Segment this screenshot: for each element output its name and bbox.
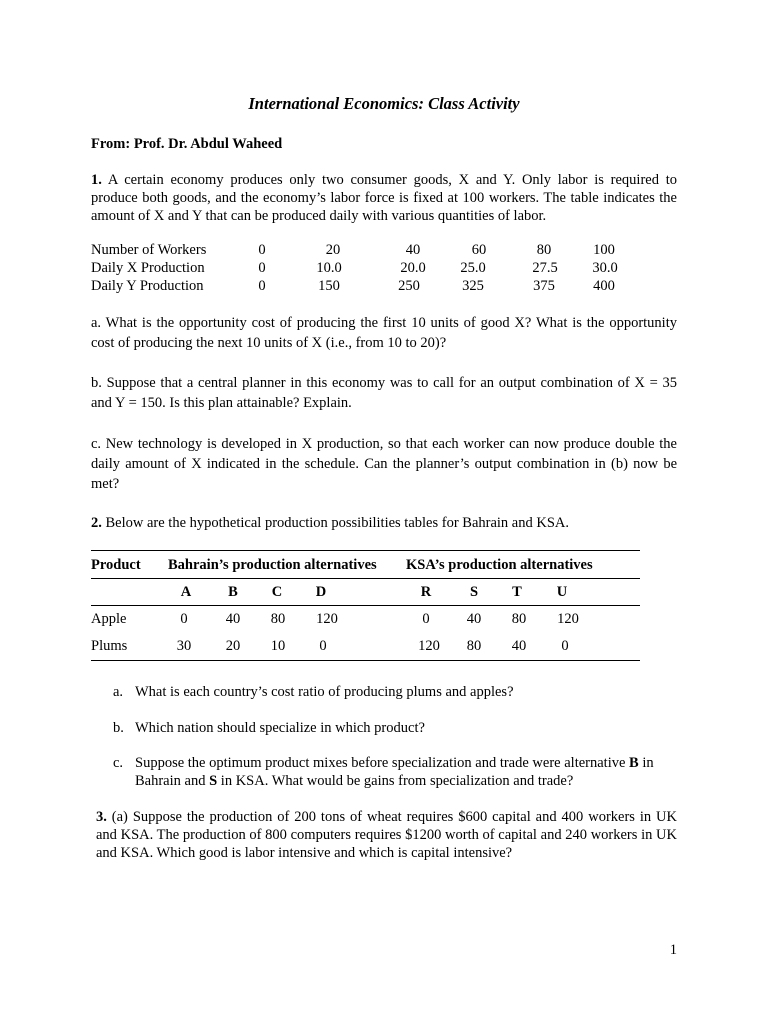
list-text-part: in Bahrain and <box>135 755 654 789</box>
column-header: S <box>469 584 479 600</box>
cell: 0 <box>422 611 430 627</box>
cell: 27.5 <box>532 260 558 276</box>
cell: 10 <box>270 638 286 654</box>
cell: 400 <box>593 278 615 294</box>
list-marker: a. <box>113 684 124 700</box>
list-text-bold: B <box>629 755 639 771</box>
row-label: Apple <box>91 611 127 627</box>
question-1a: a. What is the opportunity cost of producing the first 10 units of good X? What is the opportunity cost of producing the next 10 units of X (i.e., from 10 to 20)? <box>91 315 677 351</box>
question-3 <box>96 808 677 862</box>
column-header: T <box>512 584 522 600</box>
column-header: R <box>420 584 432 600</box>
cell: 0 <box>561 638 569 654</box>
cell: 20.0 <box>400 260 426 276</box>
cell: 40 <box>405 242 421 258</box>
table-row <box>91 611 640 629</box>
cell: 150 <box>318 278 340 294</box>
production-schedule-table <box>91 241 691 295</box>
question-1-intro <box>91 171 677 225</box>
cell: 0 <box>319 638 327 654</box>
list-item <box>113 683 677 701</box>
column-header: C <box>271 584 283 600</box>
product-header: Product <box>91 557 141 573</box>
row-label: Daily X Production <box>91 260 205 276</box>
cell: 120 <box>418 638 440 654</box>
question-2-number: 2. <box>91 515 102 531</box>
question-2-intro <box>91 514 677 532</box>
cell: 20 <box>325 242 341 258</box>
ksa-header: KSA’s production alternatives <box>406 557 593 573</box>
table-row <box>91 259 691 277</box>
question-1-number: 1. <box>91 172 102 188</box>
list-text: Which nation should specialize in which product? <box>135 720 425 736</box>
list-text <box>135 754 677 790</box>
question-3-text: (a) Suppose the production of 200 tons of wheat requires $600 capital and 400 workers in UK and KSA. The production of 800 computers requires $1200 worth of capital and 240 workers in UK and KSA. Which good is labor intensive and which is capital intensive? <box>96 809 677 861</box>
question-2-text: Below are the hypothetical production possibilities tables for Bahrain and KSA. <box>101 515 569 531</box>
list-marker: c. <box>113 755 124 771</box>
list-text-part: Suppose the optimum product mixes before specialization and trade were alternative <box>135 755 630 771</box>
list-text-part: in KSA. What would be gains from specialization and trade? <box>217 773 574 789</box>
cell: 80 <box>466 638 482 654</box>
cell: 325 <box>462 278 484 294</box>
cell: 20 <box>225 638 241 654</box>
document-title: International Economics: Class Activity <box>248 94 520 113</box>
cell: 10.0 <box>316 260 342 276</box>
cell: 40 <box>511 638 527 654</box>
cell: 60 <box>471 242 487 258</box>
question-3-number: 3. <box>96 809 107 825</box>
cell: 0 <box>258 260 266 276</box>
table-rule <box>91 550 640 551</box>
cell: 40 <box>466 611 482 627</box>
row-label: Number of Workers <box>91 242 207 258</box>
table-rule <box>91 605 640 606</box>
table-row <box>91 241 691 259</box>
cell: 0 <box>180 611 188 627</box>
question-1b: b. Suppose that a central planner in this economy was to call for an output combination of X = 35 and Y = 150. Is this plan attainable? Explain. <box>91 375 677 411</box>
cell: 375 <box>533 278 555 294</box>
list-marker: b. <box>113 720 124 736</box>
cell: 80 <box>511 611 527 627</box>
cell: 0 <box>258 242 266 258</box>
cell: 100 <box>593 242 615 258</box>
question-1-text: A certain economy produces only two consumer goods, X and Y. Only labor is required to produce both goods, and the economy’s labor force is fixed at 100 workers. The table indicates the amount of X and Y that can be produced daily with various quantities of labor. <box>91 172 677 224</box>
table-rule <box>91 660 640 661</box>
cell: 80 <box>270 611 286 627</box>
column-header: U <box>556 584 568 600</box>
question-1c: c. New technology is developed in X production, so that each worker can now produce double the daily amount of X indicated in the schedule. Can the planner’s output combination in (b) now be met? <box>91 436 677 492</box>
column-header: B <box>228 584 238 600</box>
author-line: From: Prof. Dr. Abdul Waheed <box>91 136 283 152</box>
cell: 25.0 <box>460 260 486 276</box>
table-header-row <box>91 557 640 575</box>
column-header: A <box>180 584 192 600</box>
list-item <box>113 754 677 790</box>
cell: 0 <box>258 278 266 294</box>
table-subheader-row <box>91 584 640 602</box>
cell: 80 <box>536 242 552 258</box>
cell: 40 <box>225 611 241 627</box>
cell: 250 <box>398 278 420 294</box>
cell: 120 <box>316 611 338 627</box>
column-header: D <box>315 584 327 600</box>
cell: 120 <box>557 611 579 627</box>
table-row <box>91 277 691 295</box>
list-text: What is each country’s cost ratio of producing plums and apples? <box>135 684 514 700</box>
page-number: 1 <box>669 942 677 958</box>
bahrain-header: Bahrain’s production alternatives <box>168 557 377 573</box>
table-row <box>91 638 640 656</box>
list-item <box>113 719 677 737</box>
row-label: Plums <box>91 638 128 654</box>
cell: 30 <box>176 638 192 654</box>
cell: 30.0 <box>592 260 618 276</box>
row-label: Daily Y Production <box>91 278 204 294</box>
table-rule <box>91 578 640 579</box>
list-text-bold: S <box>209 773 218 789</box>
